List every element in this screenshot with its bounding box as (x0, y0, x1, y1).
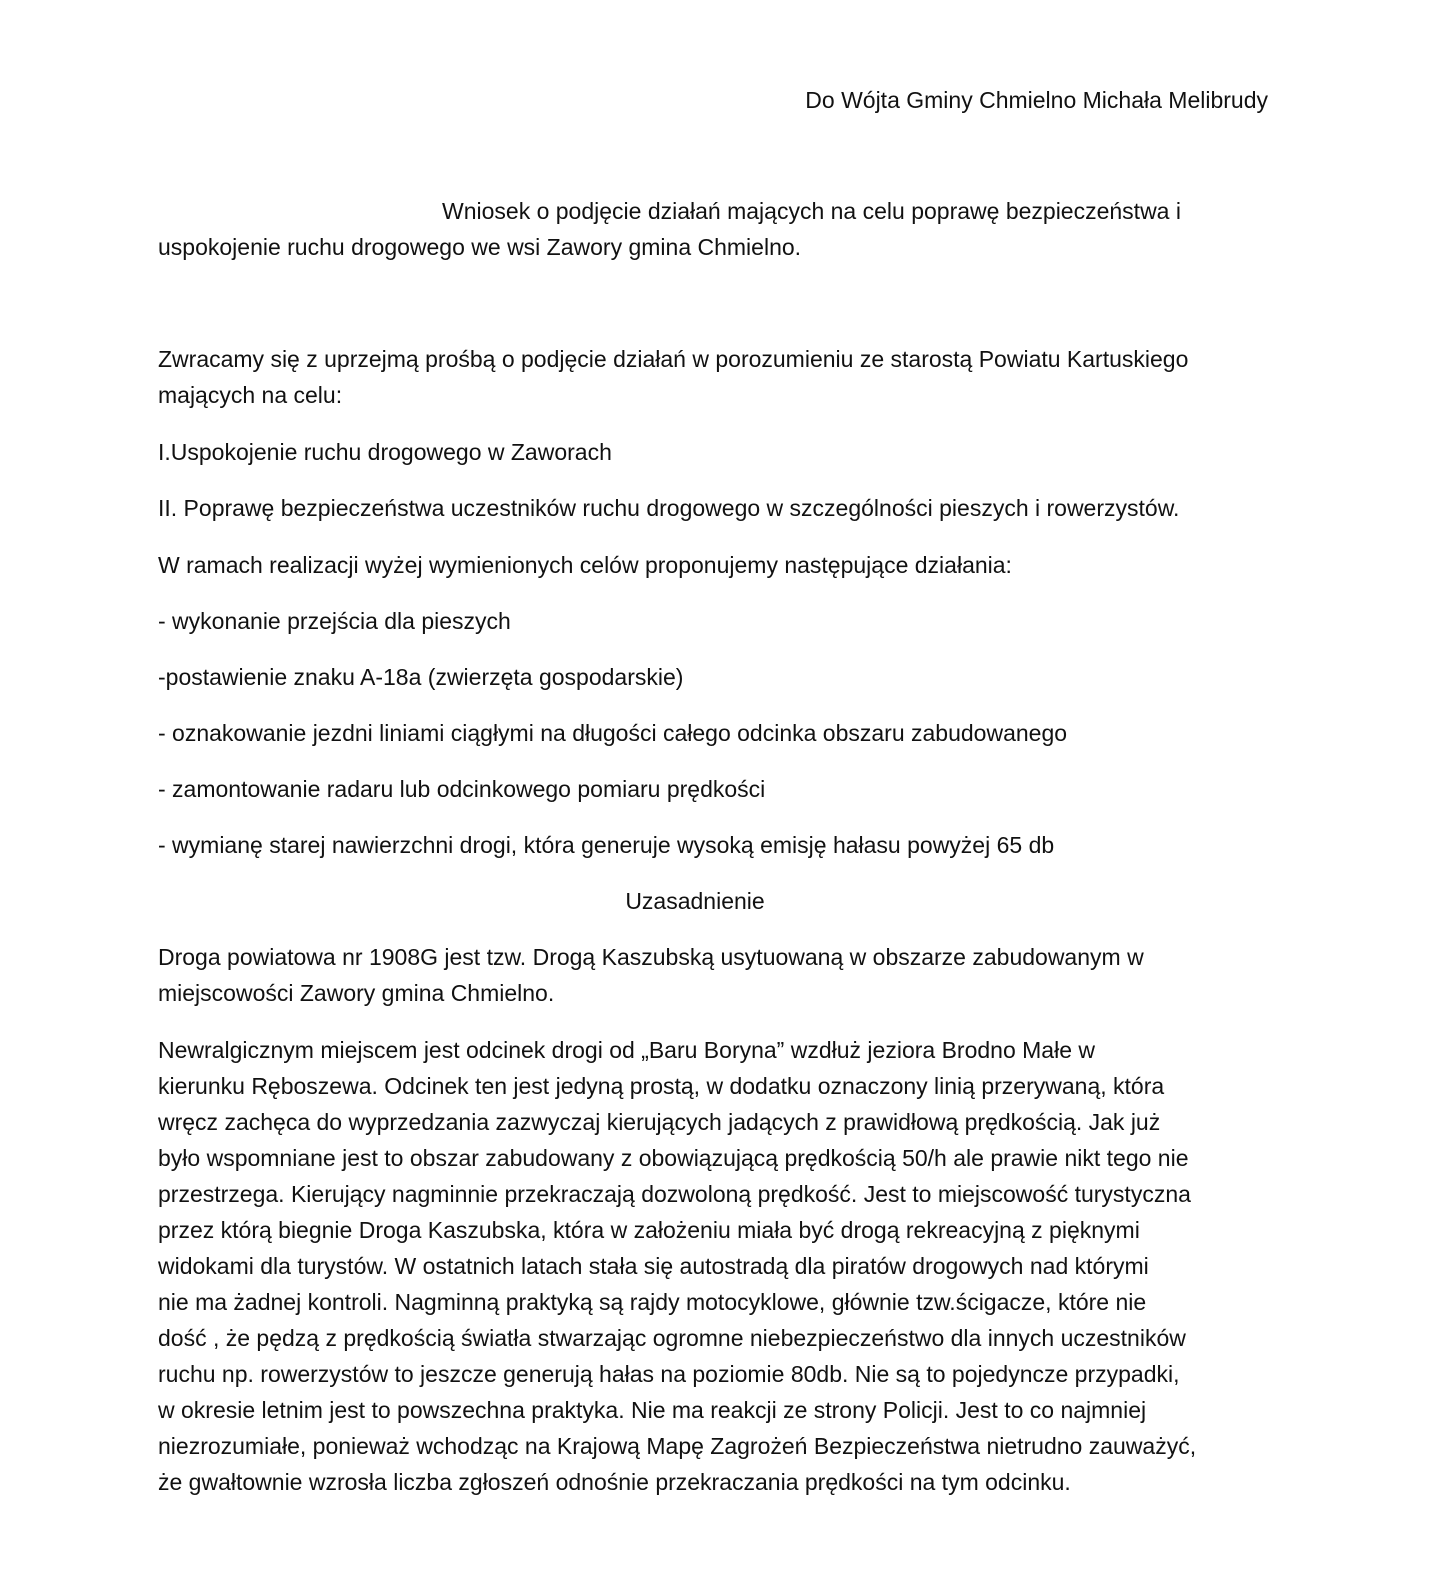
request-title-line-1: Wniosek o podjęcie działań mających na celu poprawę bezpieczeństwa i (442, 198, 1181, 224)
paragraph-line: było wspomniane jest to obszar zabudowany z obowiązującą prędkością 50/h ale prawie nikt tego nie (158, 1145, 1189, 1171)
intro-line: Zwracamy się z uprzejmą prośbą o podjęcie działań w porozumieniu ze starostą Powiatu Kartuskiego (158, 346, 1189, 372)
paragraph-line: Newralgicznym miejscem jest odcinek drogi od „Baru Boryna” wzdłuż jeziora Brodno Małe w (158, 1037, 1095, 1063)
paragraph-line: w okresie letnim jest to powszechna praktyka. Nie ma reakcji ze strony Policji. Jest to co najmniej (158, 1397, 1147, 1423)
paragraph-line: miejscowości Zawory gmina Chmielno. (158, 980, 555, 1006)
goal-item: II. Poprawę bezpieczeństwa uczestników ruchu drogowego w szczególności pieszych i rowerzystów. (158, 495, 1180, 521)
goal-item: I.Uspokojenie ruchu drogowego w Zaworach (158, 439, 612, 465)
request-title-line-2: uspokojenie ruchu drogowego we wsi Zawory gmina Chmielno. (158, 234, 802, 260)
action-item: - wykonanie przejścia dla pieszych (158, 608, 511, 634)
action-item: - wymianę starej nawierzchni drogi, która generuje wysoką emisję hałasu powyżej 65 db (158, 832, 1055, 858)
paragraph-line: widokami dla turystów. W ostatnich latach stała się autostradą dla piratów drogowych nad którymi (158, 1253, 1149, 1279)
paragraph-line: przestrzega. Kierujący nagminnie przekraczają dozwoloną prędkość. Jest to miejscowość turystyczna (158, 1181, 1191, 1207)
justification-heading: Uzasadnienie (625, 888, 765, 914)
paragraph-line: ruchu np. rowerzystów to jeszcze generują hałas na poziomie 80db. Nie są to pojedyncze przypadki, (158, 1361, 1180, 1387)
actions-intro: W ramach realizacji wyżej wymienionych celów proponujemy następujące działania: (158, 552, 1012, 578)
paragraph-line: wręcz zachęca do wyprzedzania zazwyczaj kierujących jadących z prawidłową prędkością. Jak już (158, 1109, 1161, 1135)
paragraph-line: Droga powiatowa nr 1908G jest tzw. Drogą Kaszubską usytuowaną w obszarze zabudowanym w (158, 944, 1144, 970)
intro-line: mających na celu: (158, 382, 343, 408)
intro-paragraph (158, 341, 1188, 413)
paragraph-line: przez którą biegnie Droga Kaszubska, która w założeniu miała być drogą rekreacyjną z pięknymi (158, 1217, 1140, 1243)
paragraph-line: niezrozumiałe, ponieważ wchodząc na Krajową Mapę Zagrożeń Bezpieczeństwa nietrudno zauważyć, (158, 1433, 1197, 1459)
action-item: - oznakowanie jezdni liniami ciągłymi na długości całego odcinka obszaru zabudowanego (158, 720, 1068, 746)
justification-paragraph-2 (158, 1032, 1196, 1500)
paragraph-line: nie ma żadnej kontroli. Nagminną praktyką są rajdy motocyklowe, głównie tzw.ścigacze, które nie (158, 1289, 1147, 1315)
paragraph-line: kierunku Ręboszewa. Odcinek ten jest jedyną prostą, w dodatku oznaczony linią przerywaną, która (158, 1073, 1165, 1099)
justification-paragraph-1 (158, 939, 1144, 1011)
addressee: Do Wójta Gminy Chmielno Michała Melibrudy (805, 87, 1268, 113)
action-item: - zamontowanie radaru lub odcinkowego pomiaru prędkości (158, 776, 766, 802)
action-item: -postawienie znaku A-18a (zwierzęta gospodarskie) (158, 664, 684, 690)
paragraph-line: dość , że pędzą z prędkością światła stwarzając ogromne niebezpieczeństwo dla innych uczestników (158, 1325, 1186, 1351)
paragraph-line: że gwałtownie wzrosła liczba zgłoszeń odnośnie przekraczania prędkości na tym odcinku. (158, 1469, 1071, 1495)
